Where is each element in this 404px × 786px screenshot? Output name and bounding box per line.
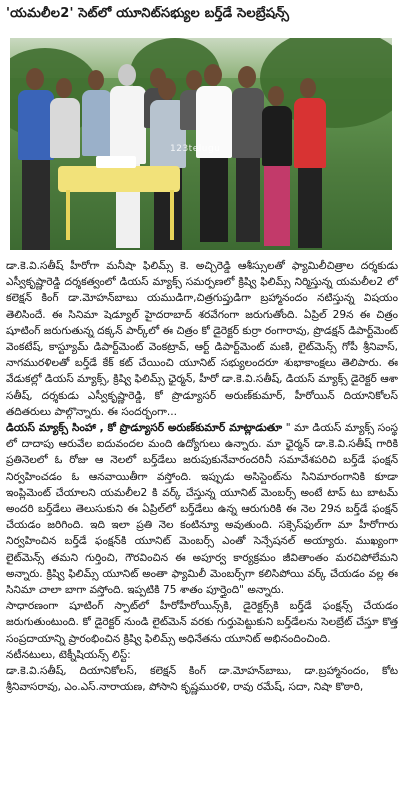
article-paragraph xyxy=(6,647,398,663)
event-photo xyxy=(10,38,392,250)
article-paragraph xyxy=(6,420,398,598)
paragraph-text: సాధారణంగా షూటింగ్ స్పాట్‌లో హీరోహీరోయిన్స్‌కి, డైరెక్టర్స్‌కి బర్త్‌డే ఫంక్షన్స్ చేయడం జరుగుతుంటుంది. కో డైరెక్టర్ నుండి లైట్‌మెన్ వరకు గుర్తుపెట్టుకుని బర్త్‌డేలను సెలబ్రేట్ చేస్తూ కొత్త సంప్రదాయాన్ని ప్రారంభించిన క్రిష్వి ఫిలిమ్స్ అధినేతను యూనిట్ అభినందించింది. xyxy=(6,600,398,645)
paragraph-subhead: డియస్ మ్యాక్స్ సింహా , కో ప్రొడ్యూసర్ అరుణ్‌కుమార్ మాట్లాడుతూ xyxy=(6,422,283,435)
article-body xyxy=(6,258,398,695)
paragraph-text: నటీనటులు, టెక్నీషియన్స్ లిస్ట్: xyxy=(6,648,131,661)
article-paragraph xyxy=(6,663,398,695)
photo-table-leg xyxy=(170,190,174,240)
paragraph-text: డా.కె.వి.సతీష్ హీరోగా మనీషా ఫిలిమ్స్ కె. అచ్చిరెడ్డి ఆశీస్సులతో ఫ్యామిలీచిత్రాల దర్శకుడు ఎస్వీకృష్ణారెడ్డి దర్శకత్వంలో డియస్ మ్యాక్స్ సమర్పణలో క్రిష్వి ఫిలిమ్స్ నిర్మిస్తున్న యమలీల2 లో కలెక్షన్ కింగ్ డా.మోహన్‌బాబు యముడిగా,చిత్రగుప్తుడిగా బ్రహ్మానందం నటిస్తున్న విషయం తెలిసిందే. ఈ సినిమా షెడ్యూల్ హైదరాబాద్ శరవేగంగా జరుగుతోంది. ఏప్రిల్ 29న ఈ చిత్రం షూటింగ్ జరుగుతున్న దక్కన్ పార్క్‌లో ఈ చిత్రం కో డైరెక్టర్ కుర్రా రంగారావు, ప్రొడక్షన్ డిపార్ట్‌మెంట్ వెంకటేష్, కాస్ట్యూమ్ డిపార్ట్‌మెంట్ వెంకట్రావ్, ఆర్ట్ డిపార్ట్‌మెంట్ మణి, లైట్‌మెన్స్ గోపీ శ్రీనివాస్, నాగమురళిలతో బర్త్‌డే కేక్ కట్ చేయించి యూనిట్ సభ్యులందరూ శుభాకాంక్షలు తెలిపారు. ఈ వేడుకల్లో డియస్ మ్యాక్స్, క్రిష్వి ఫిలిమ్స్ ఛైర్మన్, హీరో డా.కె.వి.సతీష్, డియస్ మ్యాక్స్ డైరెక్టర్ ఆశా సతీష్, దర్శకుడు ఎస్వీకృష్ణారెడ్డి, కో ప్రొడ్యూసర్ అరుణ్‌కుమార్, హీరోయిన్ దియానికోలస్ తదితరులు పాల్గొన్నారు. ఈ సందర్భంగా... xyxy=(6,260,398,418)
article-headline: 'యమలీల2' సెట్‌లో యూనిట్‌సభ్యుల బర్త్‌డే సెలబ్రేషన్స్ xyxy=(6,6,290,21)
photo-cake xyxy=(96,156,136,168)
photo-cake-table xyxy=(58,166,180,192)
article-paragraph xyxy=(6,598,398,647)
article-paragraph xyxy=(6,258,398,420)
photo-watermark: 123telugu xyxy=(170,144,221,154)
paragraph-text: " మా డియస్ మ్యాక్స్ సంస్థ లో దాదాపు ఆరువేల ఐదువందల మంది ఉద్యోగులు ఉన్నారు. మా ఛైర్మన్ డా.కె.వి.సతీష్ గారికి ప్రతినెలలో ఓ రోజు ఆ నెలలో బర్త్‌డేలు జరుపుకునేవారందరినీ సమావేశపరిచి బర్త్‌డే ఫంక్షన్ నిర్వహించడం ఓ ఆనవాయితీగా వస్తోంది. ఇప్పుడు అసిస్టెంట్‌ను సినిమారంగానికి కూడా ఇంప్లిమెంట్ చేయాలని యమలీల2 కి వర్క్ చేస్తున్న యూనిట్ మెంబర్స్ అంటే టాప్ టు బాటమ్ అందరి బర్త్‌డేలు తెలుసుకుని ఈ ఏప్రిల్‌లో బర్త్‌డేలు ఉన్న ఆరుగురికి ఈ నెల 29న బర్త్‌డే ఫంక్షన్ చేయడం జరిగింది. ఇది ఇలా ప్రతి నెల కంటిన్యూ అవుతుంది. సక్సెస్‌ఫుల్‌గా మా హీరోగారు నిర్వహించిన బర్త్‌డే ఫంక్షన్‌కి యూనిట్ మెంబర్స్ ఎంతో సెన్సేషనల్ అయ్యారు. ముఖ్యంగా లైట్‌మెన్స్ తమని గుర్తించి, గౌరవించిన ఈ అపూర్వ కార్యక్రమం జీవితాంతం మరచిపోలేమని అన్నారు. క్రిష్వి ఫిలిమ్స్ యూనిట్ అంతా ఫ్యామిలీ మెంబర్స్‌గా కలిసిపోయి వర్క్ చేయడం వల్ల ఈ సినిమా చాలా బాగా వస్తోంది. ఇప్పటికి 75 శాతం పూర్తైంది" అన్నారు. xyxy=(6,422,398,597)
paragraph-text: డా.కె.వి.సతీష్, దియానికోలస్, కలెక్షన్ కింగ్ డా.మోహన్‌బాబు, డా.బ్రహ్మానందం, కోట శ్రీనివాసరావు, ఎం.ఎస్.నారాయణ, పోసాని కృష్ణమురళి, రావు రమేష్, సదా, నిషా కొఠారి, xyxy=(6,665,398,694)
photo-table-leg xyxy=(66,190,70,240)
